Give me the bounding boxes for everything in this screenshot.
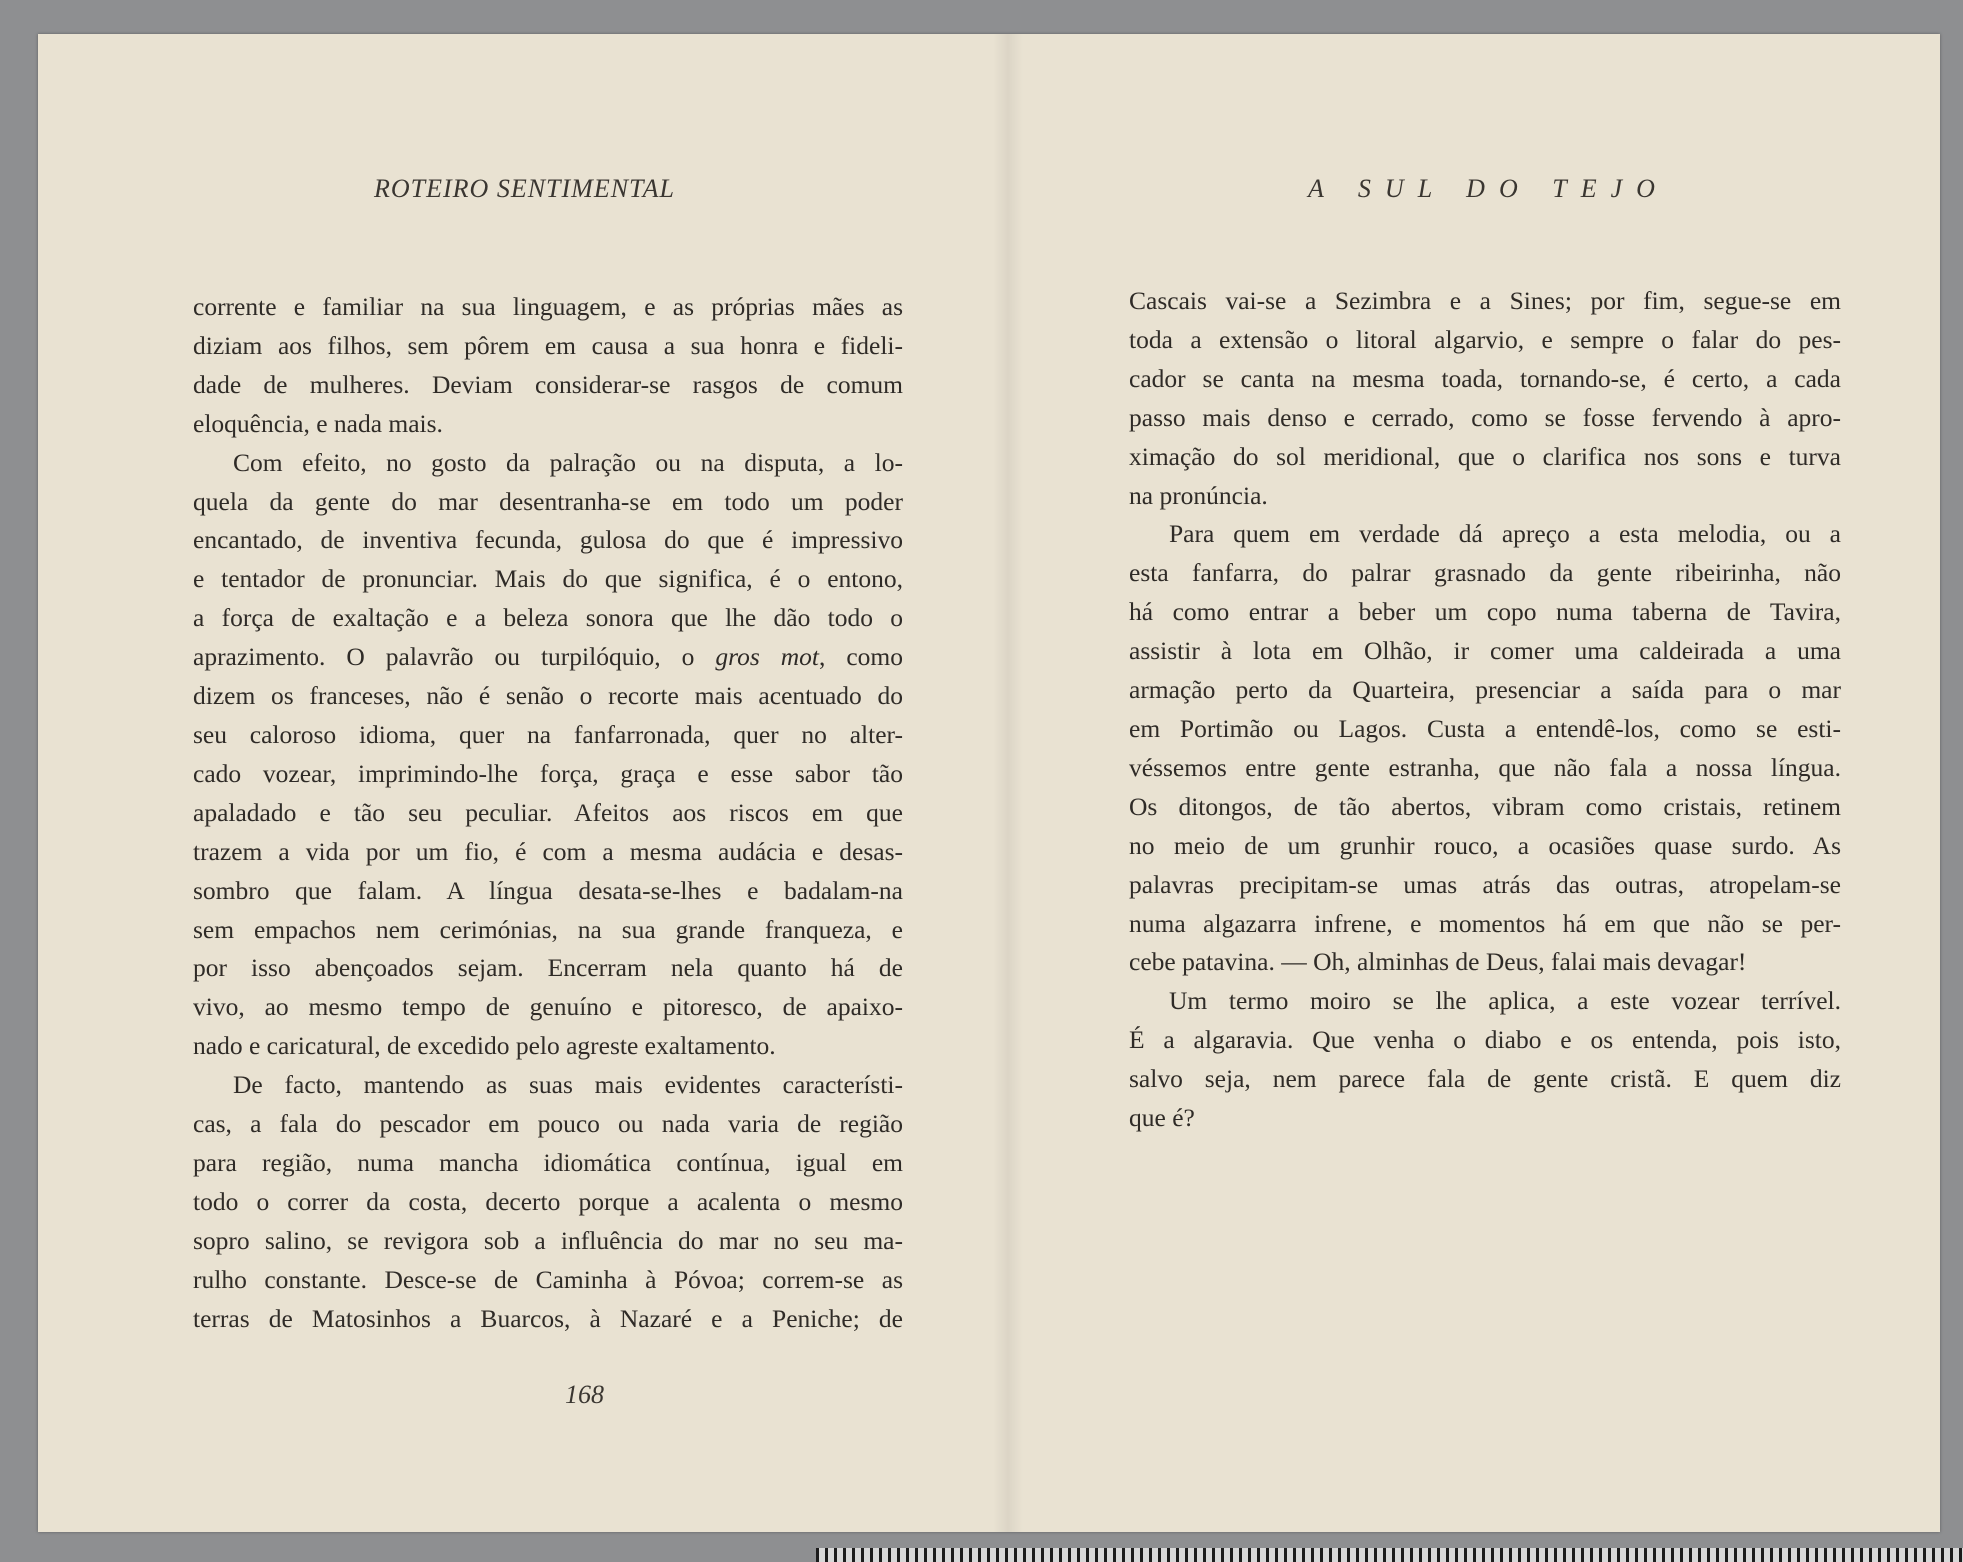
text-line: nado e caricatural, de excedido pelo agreste exaltamento. <box>193 1031 776 1061</box>
text-line: sopro salino, se revigora sob a influência do mar no seu ma- <box>193 1225 903 1255</box>
text-line: e tentador de pronunciar. Mais do que significa, é o entono, <box>193 564 903 594</box>
text-line: trazem a vida por um fio, é com a mesma audácia e desas- <box>193 836 903 866</box>
text-line: seu caloroso idioma, quer na fanfarronada, quer no alter- <box>193 719 903 749</box>
text-line: assistir à lota em Olhão, ir comer uma caldeirada a uma <box>1129 636 1841 666</box>
text-line: Com efeito, no gosto da palração ou na disputa, a lo- <box>233 447 903 477</box>
text-line: toda a extensão o litoral algarvio, e sempre o falar do pes- <box>1129 324 1841 354</box>
right-body-text <box>1129 282 1841 1138</box>
right-page <box>998 34 1940 1532</box>
text-line: Para quem em verdade dá apreço a esta melodia, ou a <box>1169 519 1841 549</box>
text-line: sem empachos nem cerimónias, na sua grande franqueza, e <box>193 914 903 944</box>
text-line: apaladado e tão seu peculiar. Afeitos aos riscos em que <box>193 797 903 827</box>
text-line: sombro que falam. A língua desata-se-lhes e badalam-na <box>193 875 903 905</box>
text-line: eloquência, e nada mais. <box>193 408 443 438</box>
text-line: por isso abençoados sejam. Encerram nela quanto há de <box>193 953 903 983</box>
text-line: ximação do sol meridional, que o clarifica nos sons e turva <box>1129 441 1841 471</box>
scale-ruler <box>816 1548 1963 1562</box>
text-line: dizem os franceses, não é senão o recorte mais acentuado do <box>193 681 903 711</box>
text-line: Os ditongos, de tão abertos, vibram como cristais, retinem <box>1129 791 1841 821</box>
text-line: armação perto da Quarteira, presenciar a saída para o mar <box>1129 675 1841 705</box>
text-line: aprazimento. O palavrão ou turpilóquio, o gros mot, como <box>193 642 903 672</box>
text-line: terras de Matosinhos a Buarcos, à Nazaré e a Peniche; de <box>193 1303 903 1333</box>
text-line: na pronúncia. <box>1129 480 1268 510</box>
text-line: véssemos entre gente estranha, que não fala a nossa língua. <box>1129 752 1841 782</box>
text-line: todo o correr da costa, decerto porque a acalenta o mesmo <box>193 1186 903 1216</box>
text-line: De facto, mantendo as suas mais evidentes característi- <box>233 1070 903 1100</box>
text-line: que é? <box>1129 1103 1195 1133</box>
text-line: cebe patavina. — Oh, alminhas de Deus, falai mais devagar! <box>1129 947 1747 977</box>
text-line: passo mais denso e cerrado, como se fosse fervendo à apro- <box>1129 402 1841 432</box>
text-line: quela da gente do mar desentranha-se em todo um poder <box>193 486 903 516</box>
text-line: Um termo moiro se lhe aplica, a este vozear terrível. <box>1169 986 1841 1016</box>
text-line: numa algazarra infrene, e momentos há em que não se per- <box>1129 908 1841 938</box>
text-line: cado vozear, imprimindo-lhe força, graça e esse sabor tão <box>193 758 903 788</box>
left-body-text <box>193 288 903 1338</box>
text-line: É a algaravia. Que venha o diabo e os entenda, pois isto, <box>1129 1025 1841 1055</box>
text-line: vivo, ao mesmo tempo de genuíno e pitoresco, de apaixo- <box>193 992 903 1022</box>
page-number: 168 <box>565 1380 604 1409</box>
right-running-head: A SUL DO TEJO <box>1308 174 1669 203</box>
text-line: no meio de um grunhir rouco, a ocasiões quase surdo. As <box>1129 830 1841 860</box>
left-running-head: ROTEIRO SENTIMENTAL <box>374 174 675 203</box>
text-line: encantado, de inventiva fecunda, gulosa do que é impressivo <box>193 525 903 555</box>
text-line: para região, numa mancha idiomática contínua, igual em <box>193 1147 903 1177</box>
book-spread <box>38 34 1940 1532</box>
text-line: há como entrar a beber um copo numa taberna de Tavira, <box>1129 597 1841 627</box>
text-line: esta fanfarra, do palrar grasnado da gente ribeirinha, não <box>1129 558 1841 588</box>
text-line: em Portimão ou Lagos. Custa a entendê-los, como se esti- <box>1129 713 1841 743</box>
text-line: cas, a fala do pescador em pouco ou nada varia de região <box>193 1109 903 1139</box>
text-line: rulho constante. Desce-se de Caminha à Póvoa; correm-se as <box>193 1264 903 1294</box>
text-line: cador se canta na mesma toada, tornando-se, é certo, a cada <box>1129 363 1841 393</box>
text-line: palavras precipitam-se umas atrás das outras, atropelam-se <box>1129 869 1841 899</box>
text-line: Cascais vai-se a Sezimbra e a Sines; por fim, segue-se em <box>1129 286 1841 315</box>
text-line: dade de mulheres. Deviam considerar-se rasgos de comum <box>193 369 903 399</box>
left-page <box>38 34 998 1532</box>
text-line: a força de exaltação e a beleza sonora que lhe dão todo o <box>193 603 903 633</box>
text-line: salvo seja, nem parece fala de gente cristã. E quem diz <box>1129 1064 1841 1094</box>
text-line: corrente e familiar na sua linguagem, e as próprias mães as <box>193 292 903 321</box>
text-line: diziam aos filhos, sem pôrem em causa a sua honra e fideli- <box>193 330 903 360</box>
